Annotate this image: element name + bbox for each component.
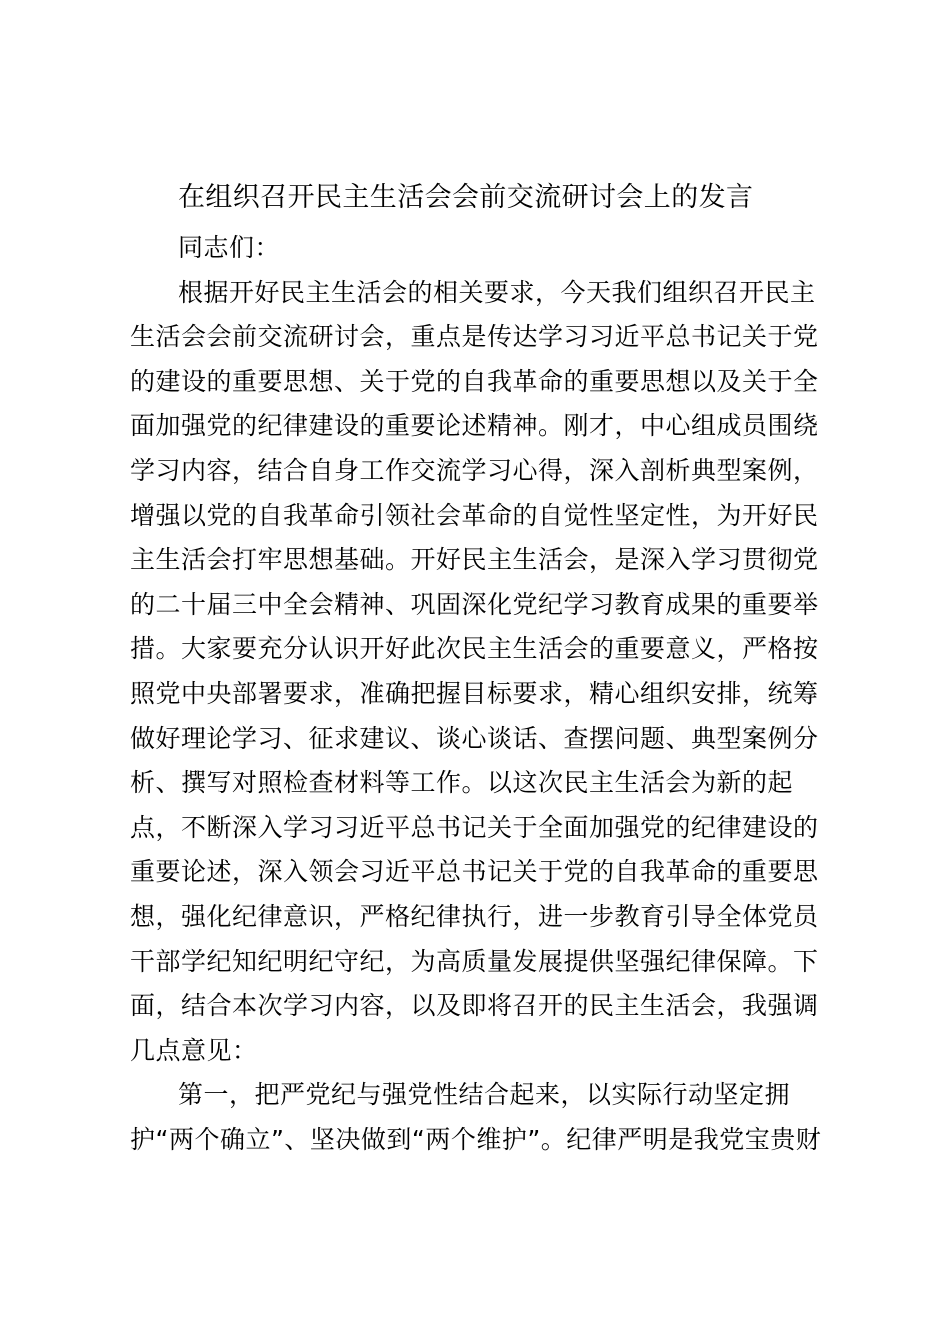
paragraph-1-line-15: 想，强化纪律意识，严格纪律执行，进一步教育引导全体党员 bbox=[130, 901, 819, 931]
salutation-line: 同志们： bbox=[178, 233, 281, 262]
paragraph-1-line-4: 面加强党的纪律建设的重要论述精神。刚才，中心组成员围绕 bbox=[130, 411, 819, 441]
paragraph-2-line-1: 第一，把严党纪与强党性结合起来，以实际行动坚定拥 bbox=[178, 1080, 791, 1110]
paragraph-1-line-1: 根据开好民主生活会的相关要求，今天我们组织召开民主 bbox=[178, 277, 816, 307]
paragraph-1-line-2: 生活会会前交流研讨会，重点是传达学习习近平总书记关于党 bbox=[130, 322, 819, 352]
paragraph-1-line-13: 点，不断深入学习习近平总书记关于全面加强党的纪律建设的 bbox=[130, 812, 819, 842]
paragraph-1-line-7: 主生活会打牢思想基础。开好民主生活会，是深入学习贯彻党 bbox=[130, 545, 819, 575]
paragraph-1-line-10: 照党中央部署要求，准确把握目标要求，精心组织安排，统筹 bbox=[130, 678, 819, 708]
paragraph-2-line-2: 护“两个确立”、坚决做到“两个维护”。纪律严明是我党宝贵财 bbox=[130, 1124, 822, 1154]
paragraph-1-line-9: 措。大家要充分认识开好此次民主生活会的重要意义，严格按 bbox=[130, 634, 819, 664]
paragraph-1-line-18: 几点意见： bbox=[130, 1035, 258, 1065]
paragraph-1-line-12: 析、撰写对照检查材料等工作。以这次民主生活会为新的起 bbox=[130, 768, 794, 798]
paragraph-1-line-3: 的建设的重要思想、关于党的自我革命的重要思想以及关于全 bbox=[130, 366, 819, 396]
paragraph-1-line-11: 做好理论学习、征求建议、谈心谈话、查摆问题、典型案例分 bbox=[130, 723, 819, 753]
document-title: 在组织召开民主生活会会前交流研讨会上的发言 bbox=[178, 182, 754, 213]
paragraph-1-line-5: 学习内容，结合自身工作交流学习心得，深入剖析典型案例， bbox=[130, 455, 819, 485]
document-body bbox=[130, 226, 820, 1162]
paragraph-1-line-14: 重要论述，深入领会习近平总书记关于党的自我革命的重要思 bbox=[130, 857, 819, 887]
paragraph-1-line-8: 的二十届三中全会精神、巩固深化党纪学习教育成果的重要举 bbox=[130, 589, 819, 619]
paragraph-1-line-16: 干部学纪知纪明纪守纪，为高质量发展提供坚强纪律保障。下 bbox=[130, 946, 819, 976]
paragraph-1-line-17: 面，结合本次学习内容，以及即将召开的民主生活会，我强调 bbox=[130, 991, 819, 1021]
paragraph-1-line-6: 增强以党的自我革命引领社会革命的自觉性坚定性，为开好民 bbox=[130, 500, 819, 530]
